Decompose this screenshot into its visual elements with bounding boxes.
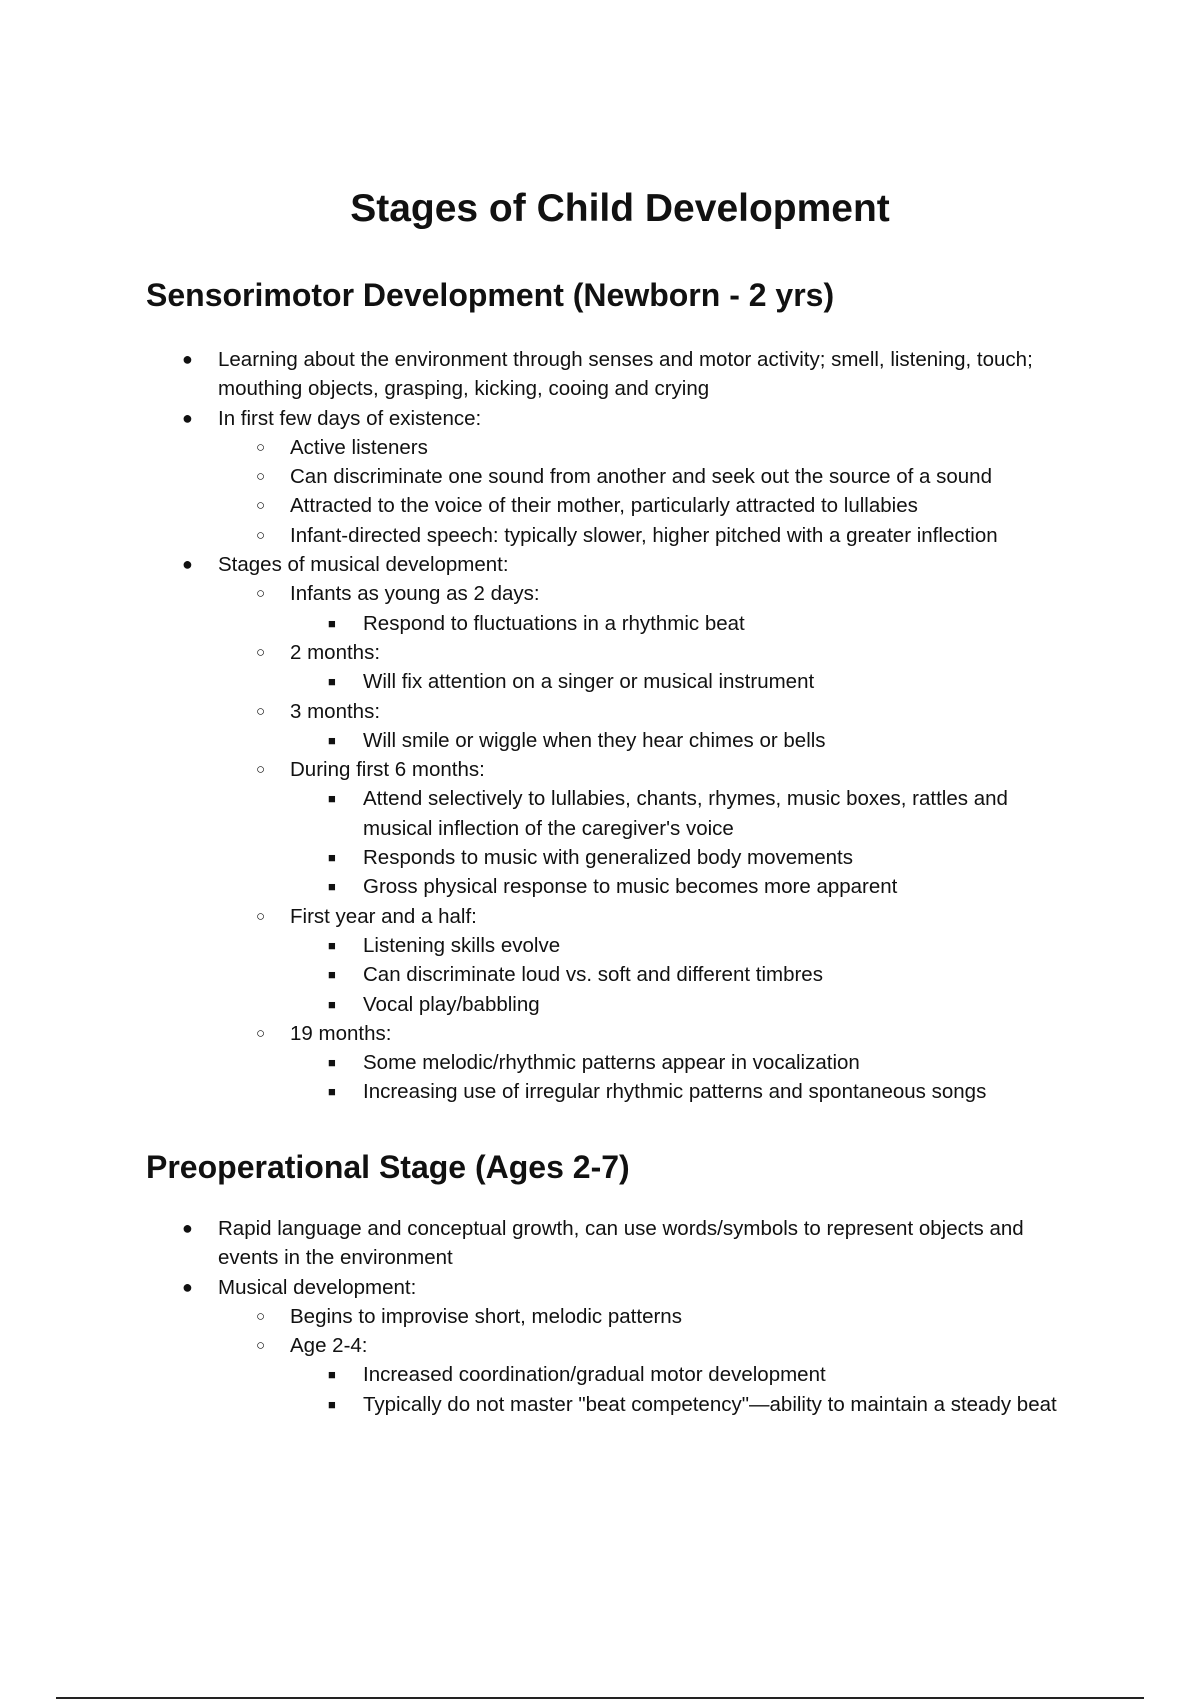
bullet-marker-level1: ● <box>182 407 193 428</box>
list-item-level1 <box>0 550 1078 1107</box>
list-item-text: 3 months: <box>290 699 381 723</box>
bullet-marker-level2: ○ <box>256 761 266 779</box>
sub-list-level3 <box>290 784 1080 901</box>
list-item-level3 <box>0 726 1063 755</box>
sub-list-level3 <box>290 726 1080 755</box>
list-item-text: Vocal play/babbling <box>363 992 540 1016</box>
bullet-marker-level3: ■ <box>328 615 336 631</box>
list-item-text: Rapid language and conceptual growth, can use words/symbols to represent objects and events in the environment <box>218 1217 1024 1270</box>
list-item-level2 <box>0 755 1080 901</box>
sub-list-level3 <box>290 1048 1080 1107</box>
bullet-marker-level3: ■ <box>328 791 336 807</box>
list-item-text: Active listeners <box>290 435 428 459</box>
list-item-text: Age 2-4: <box>290 1334 368 1358</box>
list-item-level3 <box>0 1077 1063 1106</box>
list-item-level1 <box>0 1273 1078 1419</box>
bullet-marker-level3: ■ <box>328 1367 336 1383</box>
bullet-marker-level3: ■ <box>328 850 336 866</box>
document-title: Stages of Child Development <box>350 187 890 230</box>
bullet-marker-level2: ○ <box>256 1024 266 1042</box>
section-heading-preoperational: Preoperational Stage (Ages 2-7) <box>146 1149 630 1185</box>
list-item-level3 <box>0 931 1063 960</box>
list-item-text: Can discriminate one sound from another and seek out the source of a sound <box>290 465 992 489</box>
list-item-level2 <box>0 902 1080 1019</box>
bullet-marker-level3: ■ <box>328 937 336 953</box>
list-item-level2 <box>0 638 1080 697</box>
list-item-level2 <box>0 462 1080 491</box>
bullet-marker-level3: ■ <box>328 996 336 1012</box>
bullet-marker-level2: ○ <box>256 702 266 720</box>
list-item-text: Respond to fluctuations in a rhythmic beat <box>363 611 745 635</box>
list-item-level3 <box>0 872 1063 901</box>
list-item-text: Musical development: <box>218 1275 417 1299</box>
bullet-marker-level3: ■ <box>328 1055 336 1071</box>
bullet-marker-level1: ● <box>182 554 193 575</box>
list-item-level2 <box>0 433 1080 462</box>
sub-list-level3 <box>290 667 1080 696</box>
bullet-marker-level3: ■ <box>328 967 336 983</box>
list-item-text: Some melodic/rhythmic patterns appear in vocalization <box>363 1051 860 1075</box>
bullet-marker-level3: ■ <box>328 674 336 690</box>
list-item-level3 <box>0 1360 1063 1389</box>
section-heading-sensorimotor: Sensorimotor Development (Newborn - 2 yrs) <box>146 277 835 313</box>
list-item-level3 <box>0 609 1063 638</box>
list-item-text: Can discriminate loud vs. soft and different timbres <box>363 963 823 987</box>
sub-list-level3 <box>290 1360 1080 1419</box>
bullet-marker-level3: ■ <box>328 732 336 748</box>
bullet-marker-level3: ■ <box>328 1396 336 1412</box>
list-item-text: Gross physical response to music becomes more apparent <box>363 875 898 899</box>
list-item-level3 <box>0 990 1063 1019</box>
bullet-marker-level1: ● <box>182 1218 193 1238</box>
list-item-level3 <box>0 667 1063 696</box>
bullet-marker-level2: ○ <box>256 1337 266 1355</box>
list-item-level2 <box>0 1331 1080 1419</box>
sub-list-level2 <box>218 1302 1078 1419</box>
list-item-level2 <box>0 579 1080 638</box>
bullet-marker-level2: ○ <box>256 1307 266 1325</box>
list-item-level3 <box>0 1390 1063 1419</box>
bullet-marker-level2: ○ <box>256 907 266 925</box>
bullet-marker-level2: ○ <box>256 438 266 456</box>
list-item-text: First year and a half: <box>290 904 477 928</box>
sub-list-level2 <box>218 579 1078 1106</box>
list-item-text: Increased coordination/gradual motor development <box>363 1363 826 1387</box>
list-item-text: 19 months: <box>290 1021 392 1045</box>
list-item-text: Will fix attention on a singer or musical instrument <box>363 670 815 694</box>
list-item-text: Responds to music with generalized body movements <box>363 846 853 870</box>
bullet-marker-level2: ○ <box>256 526 266 544</box>
list-item-text: 2 months: <box>290 640 381 664</box>
list-item-text: Infants as young as 2 days: <box>290 582 540 606</box>
list-item-text: Attend selectively to lullabies, chants, rhymes, music boxes, rattles and musical inflection of the caregiver's voice <box>363 787 1008 840</box>
sub-list-level3 <box>290 609 1080 638</box>
list-item-text: During first 6 months: <box>290 758 485 782</box>
list-item-level2 <box>0 521 1080 550</box>
list-item-text: Listening skills evolve <box>363 933 561 957</box>
list-item-level2 <box>0 1019 1080 1107</box>
list-item-level2 <box>0 697 1080 756</box>
list-item-text: Typically do not master "beat competency"—ability to maintain a steady beat <box>363 1392 1057 1416</box>
bullet-marker-level2: ○ <box>256 497 266 515</box>
bullet-marker-level3: ■ <box>328 1084 336 1100</box>
list-item-level1 <box>0 345 1078 404</box>
list-item-level3 <box>0 784 1063 843</box>
list-item-text: Will smile or wiggle when they hear chimes or bells <box>363 728 826 752</box>
section-list-sensorimotor <box>0 345 1200 1107</box>
list-item-level3 <box>0 1048 1063 1077</box>
list-item-text: Infant-directed speech: typically slower, higher pitched with a greater inflection <box>290 523 998 547</box>
list-item-level1 <box>0 1214 1078 1273</box>
list-item-text: Stages of musical development: <box>218 553 509 577</box>
sub-list-level2 <box>218 433 1078 550</box>
list-item-text: In first few days of existence: <box>218 406 482 430</box>
bullet-marker-level3: ■ <box>328 879 336 895</box>
list-item-level3 <box>0 960 1063 989</box>
list-item-level2 <box>0 491 1080 520</box>
bullet-marker-level1: ● <box>182 1276 193 1297</box>
list-item-text: Learning about the environment through senses and motor activity; smell, listening, touch; mouthing objects, grasping, kicking, cooing and crying <box>218 348 1033 401</box>
bullet-marker-level2: ○ <box>256 643 266 661</box>
list-item-text: Begins to improvise short, melodic patterns <box>290 1304 682 1328</box>
list-item-level1 <box>0 404 1078 550</box>
bullet-marker-level2: ○ <box>256 468 266 486</box>
bullet-marker-level1: ● <box>182 349 193 369</box>
bullet-marker-level2: ○ <box>256 585 266 603</box>
list-item-text: Increasing use of irregular rhythmic patterns and spontaneous songs <box>363 1080 987 1104</box>
footer-divider <box>56 1697 1144 1699</box>
list-item-level3 <box>0 843 1063 872</box>
list-item-level2 <box>0 1302 1080 1331</box>
sub-list-level3 <box>290 931 1080 1019</box>
list-item-text: Attracted to the voice of their mother, particularly attracted to lullabies <box>290 494 918 518</box>
section-list-preoperational <box>0 1214 1200 1419</box>
